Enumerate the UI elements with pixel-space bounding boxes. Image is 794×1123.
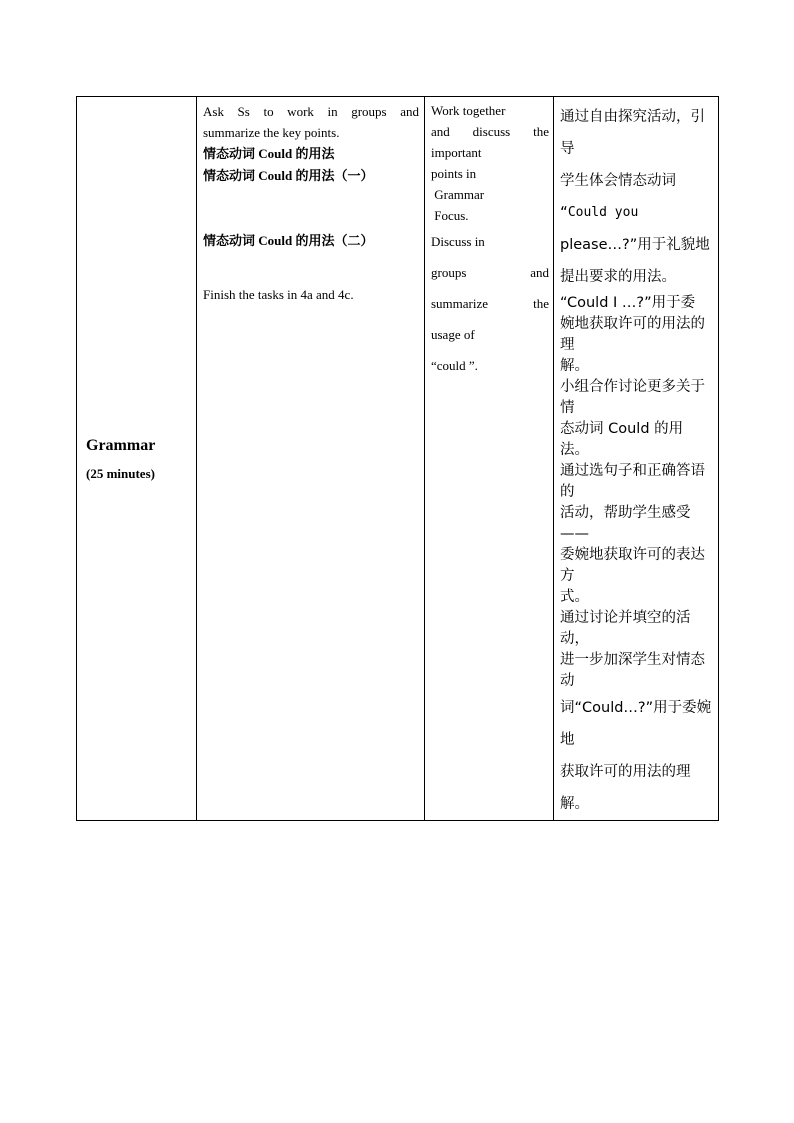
teacher-instruction-line-2: summarize the key points. — [203, 125, 340, 140]
purpose-line: 提出要求的用法。 — [560, 269, 676, 285]
table-row — [77, 97, 719, 821]
student-line: important — [431, 145, 482, 160]
grammar-heading-part-2: 情态动词 Could 的用法（二） — [203, 233, 374, 248]
purpose-line: 词“Could…?”用于委婉地 — [560, 700, 712, 748]
purpose-line: 学生体会情态动词 — [560, 173, 676, 189]
grammar-heading: 情态动词 Could 的用法 — [203, 146, 335, 161]
purpose-cell — [554, 97, 719, 821]
teacher-task: Finish the tasks in 4a and 4c. — [203, 287, 354, 302]
teacher-instruction-line-1: Ask Ss to work in groups and — [203, 104, 419, 119]
purpose-line: 通过选句子和正确答语的 — [560, 463, 705, 500]
stage-cell — [77, 97, 197, 821]
purpose-line: please…?”用于礼貌地 — [560, 237, 710, 253]
student-line: points in — [431, 166, 477, 181]
student-line: usage of — [431, 327, 475, 342]
student-line: groups and — [431, 265, 549, 280]
student-line: “could ”. — [431, 358, 478, 373]
purpose-line: 通过自由探究活动，引导 — [560, 109, 705, 157]
purpose-line: “Could I …?”用于委 — [560, 295, 696, 311]
stage-title: Grammar — [86, 436, 156, 454]
student-activity-cell — [425, 97, 554, 821]
student-line: Grammar — [431, 187, 485, 202]
grammar-heading-part-1: 情态动词 Could 的用法（一） — [203, 168, 374, 183]
purpose-line: 获取许可的用法的理解。 — [560, 764, 691, 812]
purpose-line: 委婉地获取许可的表达方 — [560, 547, 705, 584]
purpose-line: “Could you — [560, 205, 639, 220]
student-line: summarize the — [431, 296, 549, 311]
student-line: Work together — [431, 103, 506, 118]
student-line: Focus. — [431, 208, 469, 223]
teacher-activity-cell — [197, 97, 425, 821]
purpose-line: 通过讨论并填空的活动， — [560, 610, 691, 647]
purpose-line: 进一步加深学生对情态动 — [560, 652, 705, 689]
purpose-line: 式。 — [560, 589, 589, 605]
purpose-line: 婉地获取许可的用法的理 — [560, 316, 705, 353]
purpose-line: 活动，帮助学生感受—— — [560, 505, 691, 542]
purpose-line: 小组合作讨论更多关于情 — [560, 379, 705, 416]
student-line: Discuss in — [431, 234, 485, 249]
stage-time: (25 minutes) — [86, 465, 155, 481]
purpose-line: 解。 — [560, 358, 589, 374]
purpose-line: 态动词 Could 的用法。 — [560, 421, 684, 458]
student-line: and discuss the — [431, 124, 549, 139]
lesson-plan-table — [76, 96, 719, 821]
